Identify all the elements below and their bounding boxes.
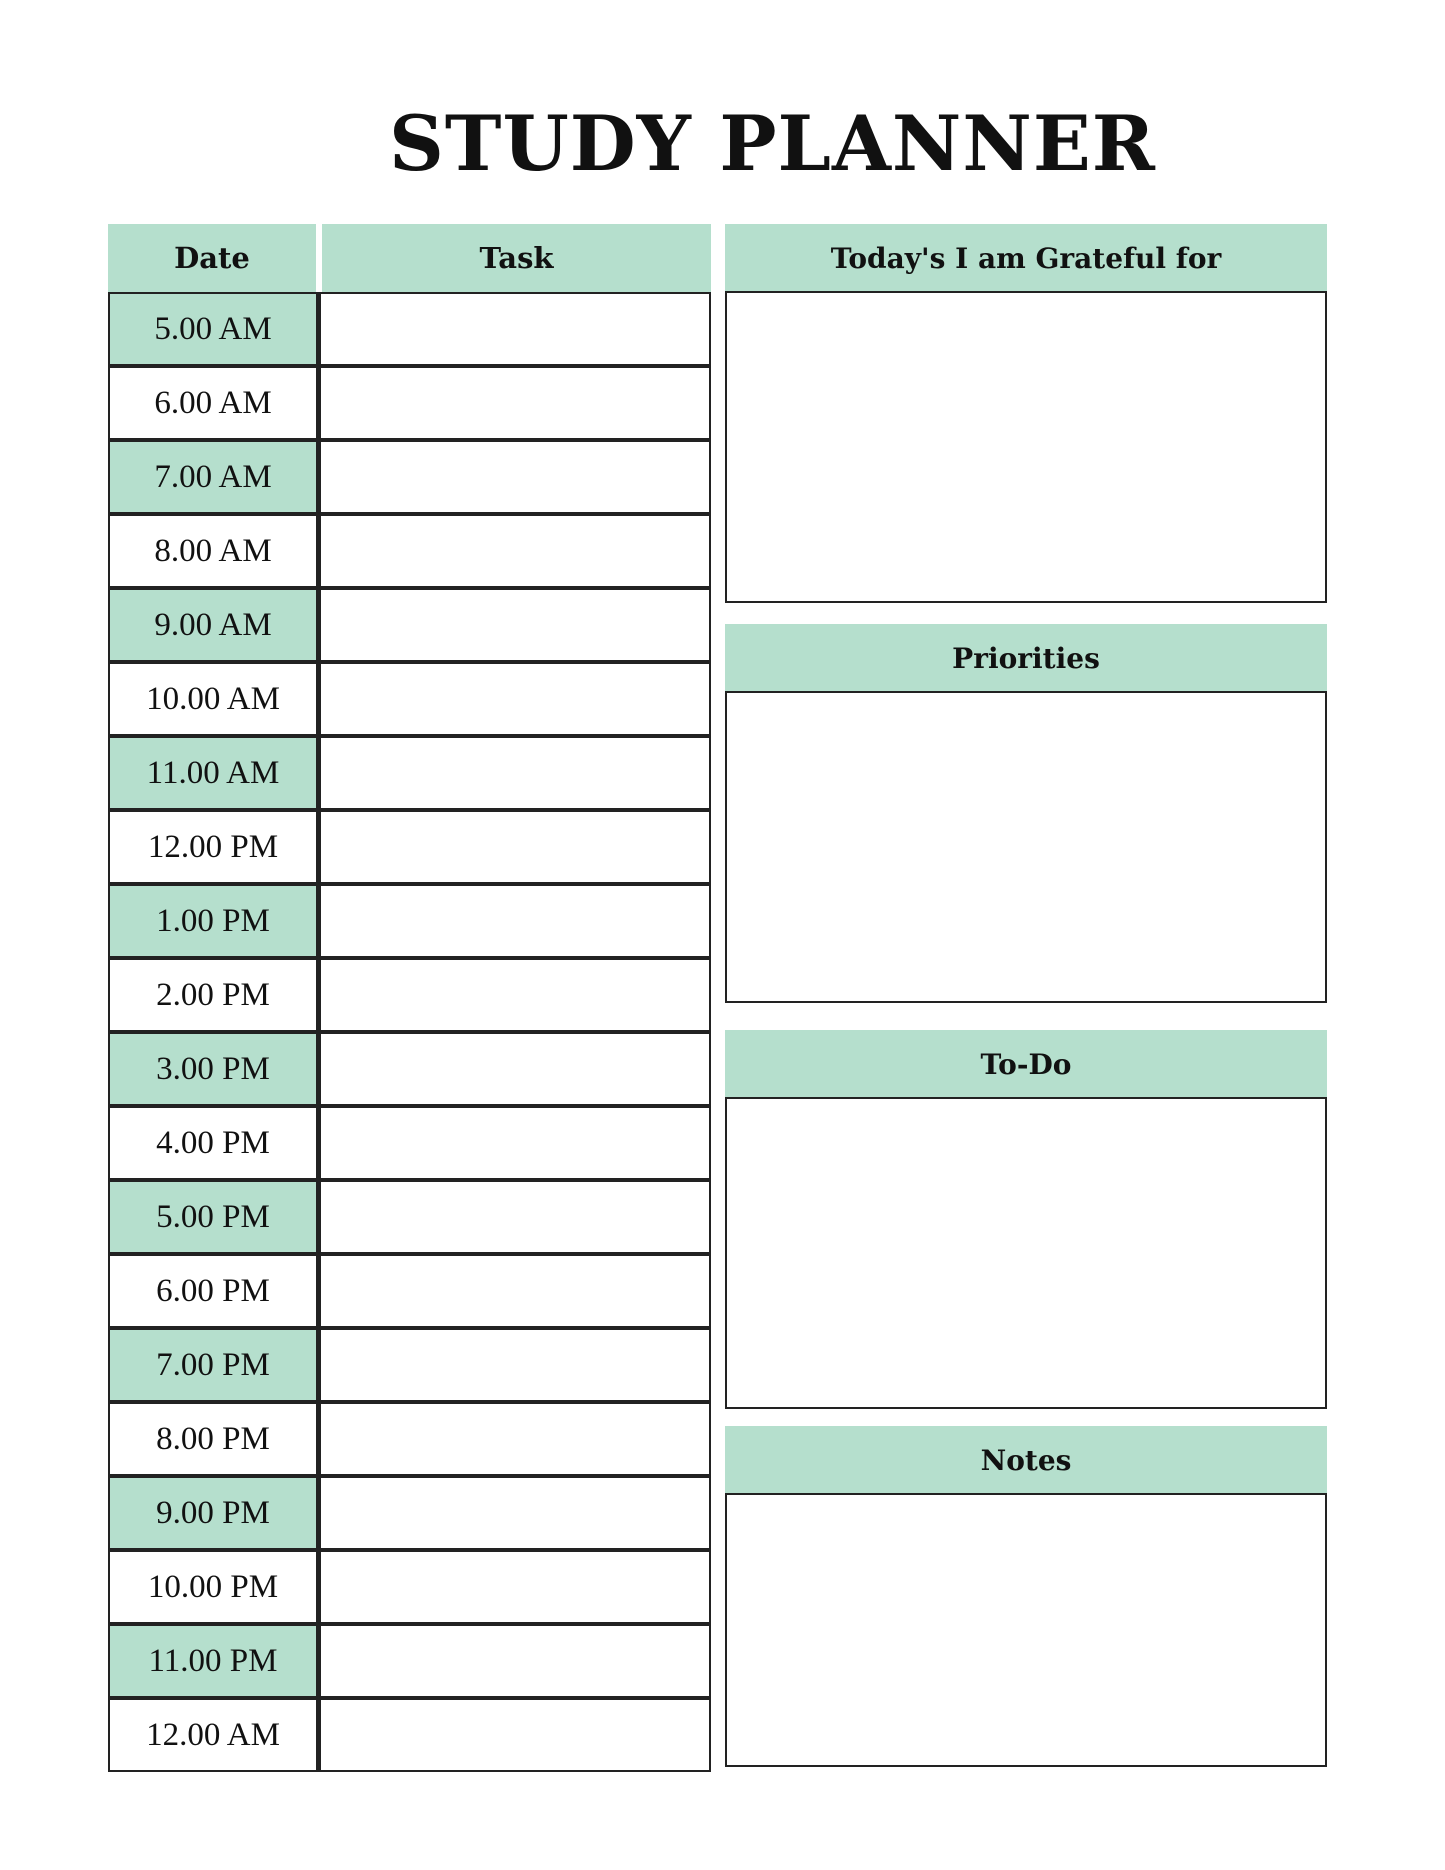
task-cell[interactable] — [318, 810, 711, 884]
task-cell[interactable] — [318, 1402, 711, 1476]
time-slot-label: 6.00 PM — [108, 1254, 318, 1328]
task-cell[interactable] — [318, 1254, 711, 1328]
time-slot-label: 8.00 PM — [108, 1402, 318, 1476]
page-title: STUDY PLANNER — [389, 99, 1156, 188]
time-slot-label: 9.00 AM — [108, 588, 318, 662]
time-slot-label: 6.00 AM — [108, 366, 318, 440]
task-cell[interactable] — [318, 1550, 711, 1624]
grateful-header: Today's I am Grateful for — [725, 224, 1327, 292]
time-slot-label: 10.00 PM — [108, 1550, 318, 1624]
time-slot-label: 11.00 AM — [108, 736, 318, 810]
time-slot-label: 11.00 PM — [108, 1624, 318, 1698]
task-cell[interactable] — [318, 1328, 711, 1402]
time-slot-label: 7.00 PM — [108, 1328, 318, 1402]
notes-box[interactable] — [725, 1493, 1327, 1767]
time-slot-label: 4.00 PM — [108, 1106, 318, 1180]
task-cell[interactable] — [318, 1476, 711, 1550]
task-cell[interactable] — [318, 514, 711, 588]
time-slot-label: 5.00 AM — [108, 292, 318, 366]
time-slot-label: 3.00 PM — [108, 1032, 318, 1106]
todo-box[interactable] — [725, 1097, 1327, 1409]
task-cell[interactable] — [318, 1106, 711, 1180]
task-cell[interactable] — [318, 588, 711, 662]
task-cell[interactable] — [318, 1032, 711, 1106]
task-cell[interactable] — [318, 440, 711, 514]
time-slot-label: 8.00 AM — [108, 514, 318, 588]
task-cell[interactable] — [318, 1180, 711, 1254]
time-slot-label: 2.00 PM — [108, 958, 318, 1032]
priorities-box[interactable] — [725, 691, 1327, 1003]
task-cell[interactable] — [318, 366, 711, 440]
task-cell[interactable] — [318, 1624, 711, 1698]
todo-header: To-Do — [725, 1030, 1327, 1098]
task-cell[interactable] — [318, 662, 711, 736]
task-cell[interactable] — [318, 736, 711, 810]
grateful-box[interactable] — [725, 291, 1327, 603]
time-slot-label: 12.00 AM — [108, 1698, 318, 1772]
task-cell[interactable] — [318, 884, 711, 958]
notes-header: Notes — [725, 1426, 1327, 1494]
task-column-header: Task — [322, 224, 711, 292]
task-cell[interactable] — [318, 292, 711, 366]
time-slot-label: 12.00 PM — [108, 810, 318, 884]
time-slot-label: 9.00 PM — [108, 1476, 318, 1550]
date-column-header: Date — [108, 224, 316, 292]
time-slot-label: 5.00 PM — [108, 1180, 318, 1254]
time-slot-label: 7.00 AM — [108, 440, 318, 514]
priorities-header: Priorities — [725, 624, 1327, 692]
task-cell[interactable] — [318, 958, 711, 1032]
task-cell[interactable] — [318, 1698, 711, 1772]
time-slot-label: 1.00 PM — [108, 884, 318, 958]
time-slot-label: 10.00 AM — [108, 662, 318, 736]
